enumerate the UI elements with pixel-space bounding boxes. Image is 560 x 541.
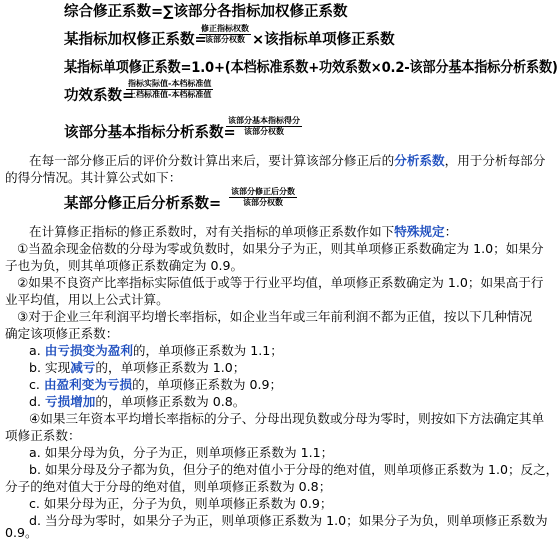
paragraph-line: 在计算修正指标的修正系数时，对有关指标的单项修正系数作如下特殊规定：: [29, 224, 458, 239]
rule-2-line-1: ②如果不良资产比率指标实际值低于或等于行业平均值，单项修正系数确定为 1.0；如果高于行: [17, 275, 544, 290]
formula-efficacy-fraction: [126, 79, 213, 100]
formula-weighted-correction-rhs: ×该指标单项修正系数: [252, 32, 395, 48]
rule-3-line-2: 确定该项修正系数：: [5, 326, 119, 341]
rule-3-item-c: c. 由盈利变为亏损的，单项修正系数为 0.9；: [29, 377, 283, 392]
rule-2-line-2: 业平均值，用以上公式计算。: [5, 292, 169, 307]
rule-4-item-c: c. 如果分母为正，分子为负，则单项修正系数为 0.9；: [29, 496, 333, 511]
formula-basic-analysis-lhs: 该部分基本指标分析系数=: [64, 125, 236, 141]
rule-4-item-d-line-1: d. 当分母为零时，如果分子为正，则单项修正系数为 1.0；如果分子为负，则单项修正系数为: [29, 513, 548, 528]
rule-3-item-d: d. 亏损增加的，单项修正系数为 0.8。: [29, 394, 246, 409]
formula-weighted-correction-lhs: 某指标加权修正系数=: [64, 32, 207, 48]
fraction-denominator: 该部分权数: [205, 35, 245, 44]
fraction-denominator: 该部分权数: [244, 127, 284, 136]
formula-single-correction: 某指标单项修正系数=1.0+(本档标准系数+功效系数×0.2-该部分基本指标分析系数): [64, 60, 558, 76]
fraction-denominator: 该部分权数: [243, 198, 283, 207]
fraction-denominator: 上档标准值-本档标准值: [128, 90, 212, 99]
paragraph-line: 在每一部分修正后的评价分数计算出来后，要计算该部分修正后的分析系数，用于分析每部分: [29, 153, 546, 168]
rule-4-item-a: a. 如果分母为负，分子为正，则单项修正系数为 1.1；: [29, 445, 334, 460]
formula-efficacy-lhs: 功效系数=: [64, 88, 135, 104]
fraction-numerator: 指标实际值-本档标准值: [128, 79, 212, 88]
highlight-term: 亏损增加: [45, 394, 96, 409]
rule-3-line-1: ③对于企业三年利润平均增长率指标，如企业当年或三年前利润不都为正值，按以下几种情况: [17, 309, 533, 324]
paragraph-line: 的得分情况。其计算公式如下：: [5, 170, 182, 185]
fraction-numerator: 该部分基本指标得分: [228, 116, 300, 125]
formula-basic-analysis-fraction: [226, 116, 302, 137]
rule-1-line-1: ①当盈余现金倍数的分母为零或负数时，如果分子为正，则其单项修正系数确定为 1.0；如果分: [17, 241, 544, 256]
rule-4-item-b-line-1: b. 如果分母及分子都为负，但分子的绝对值小于分母的绝对值，则单项修正系数为 1.0；反之，: [29, 462, 559, 477]
fraction-numerator: 修正指标权数: [201, 24, 249, 33]
formula-part-analysis-lhs: 某部分修正后分析系数=: [64, 196, 222, 212]
rule-1-line-2: 子也为负，则其单项修正系数确定为 0.9。: [5, 258, 244, 273]
rule-3-item-b: b. 实现减亏的，单项修正系数为 1.0；: [29, 360, 246, 375]
highlight-term: 分析系数: [394, 153, 445, 168]
highlight-term: 特殊规定: [394, 224, 445, 239]
rule-4-item-d-line-2: 0.9。: [5, 525, 38, 540]
rule-3-item-a: a. 由亏损变为盈利的，单项修正系数为 1.1；: [29, 343, 283, 358]
rule-4-item-b-line-2: 分子的绝对值大于分母的绝对值，则单项修正系数为 0.8；: [5, 479, 332, 494]
formula-part-analysis-fraction: [229, 187, 297, 208]
formula-composite-correction: 综合修正系数=∑该部分各指标加权修正系数: [64, 4, 348, 20]
highlight-term: 由亏损变为盈利: [44, 343, 133, 358]
rule-4-line-2: 项修正系数：: [5, 428, 81, 443]
highlight-term: 由盈利变为亏损: [43, 377, 133, 392]
fraction-numerator: 该部分修正后分数: [231, 187, 295, 196]
highlight-term: 减亏: [70, 360, 96, 375]
formula-weighted-correction-fraction: [199, 24, 251, 45]
rule-4-line-1: ④如果三年资本平均增长率指标的分子、分母出现负数或分母为零时，则按如下方法确定其单: [29, 411, 545, 426]
